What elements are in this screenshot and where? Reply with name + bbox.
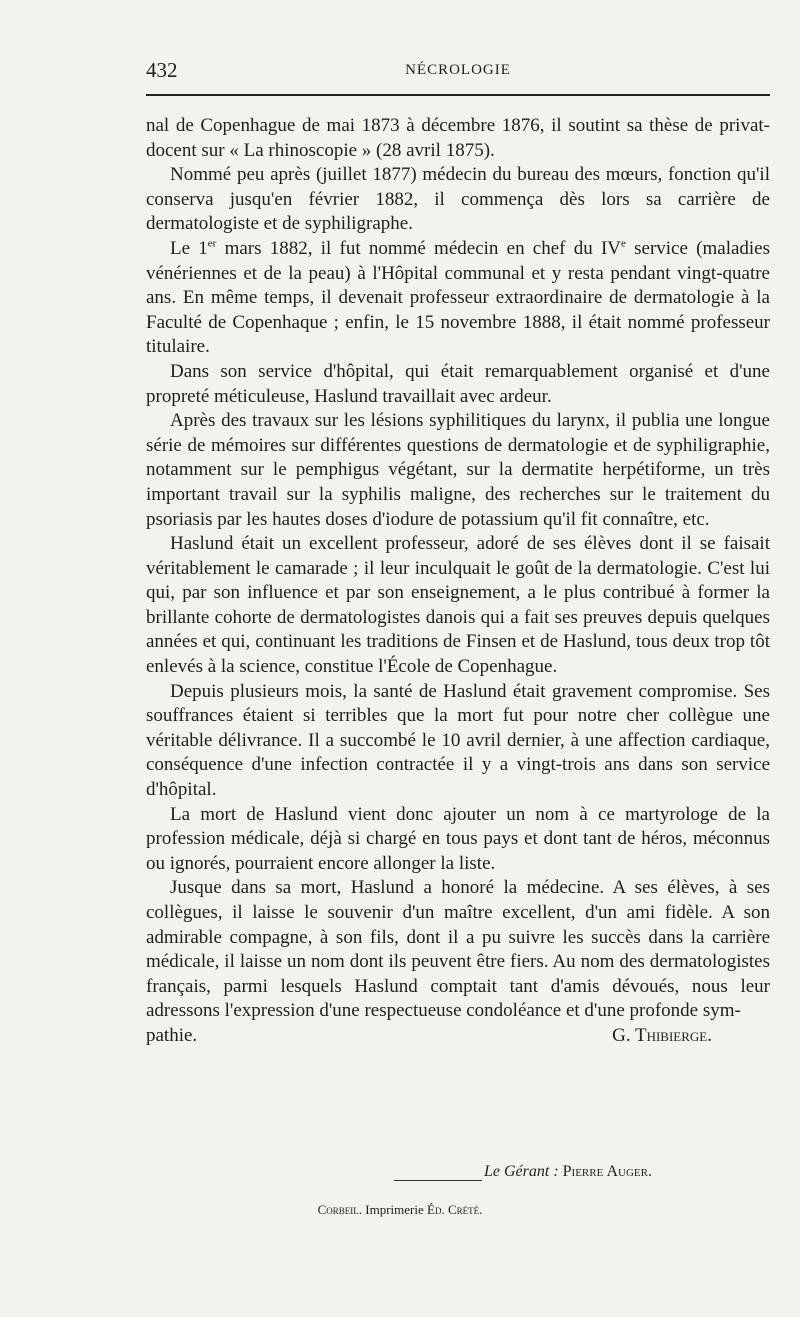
paragraph-3-end: service (maladies vénériennes et de la peau) à l'Hôpital communal et y resta pendant vingt-quatre ans. En même temps, il devenait professeur extraordinaire de dermatologie à la Faculté de Copenhaque ; enfin, le 15 novembre 1888, il était nommé professeur titulaire. — [146, 237, 771, 358]
article-body — [146, 114, 770, 1049]
signature: G. Thibierge. — [612, 1024, 712, 1046]
gerant-line — [484, 1163, 652, 1181]
paragraph-5: Après des travaux sur les lésions syphilitiques du larynx, il publia une longue série de mémoires sur différentes questions de dermatologie et de syphiligraphie, notamment sur le pemphigus végétant, sur la dermatite herpétiforme, un très important travail sur la syphilis maligne, des recherches sur le traitement du psoriasis par les hautes doses d'iodure de potassium qu'il fit connaître, etc. — [146, 410, 770, 530]
paragraph-1: nal de Copenhague de mai 1873 à décembre 1876, il soutint sa thèse de privat-docent sur « La rhinoscopie » (28 avril 1875). — [146, 115, 770, 161]
paragraph-9: Jusque dans sa mort, Haslund a honoré la médecine. A ses élèves, à ses collègues, il laisse le souvenir d'un maître excellent, d'un ami fidèle. A son admirable compagne, à son fils, dont il a pu suivre les succès dans la carrière médicale, il laisse un nom dont ils peuvent être fiers. Au nom des dermatologistes français, parmi lesquels Haslund comptait tant d'amis dévoués, nous leur adressons l'expression d'une respectueuse condoléance et d'une profonde sym- — [146, 877, 770, 1022]
page-header — [146, 58, 770, 84]
paragraph-3-mid: mars 1882, il fut nommé médecin en chef du IV — [224, 237, 621, 259]
page-number: 432 — [146, 58, 178, 82]
header-rule — [146, 94, 770, 96]
superscript-er: er — [207, 237, 217, 250]
paragraph-3 — [146, 237, 770, 360]
printer-line — [0, 1202, 800, 1218]
paragraph-7: Depuis plusieurs mois, la santé de Haslund était gravement compromise. Ses souffrances étaient si terribles que la mort fut pour notre cher collègue une véritable délivrance. Il a succombé le 10 avril dernier, à une affection cardiaque, conséquence d'une infection contractée il y a vingt-trois ans dans son service d'hôpital. — [146, 680, 770, 801]
superscript-e: e — [621, 237, 626, 250]
paragraph-4: Dans son service d'hôpital, qui était remarquablement organisé et d'une propreté méticuleuse, Haslund travaillait avec ardeur. — [146, 360, 770, 407]
gerant-name: Pierre Auger. — [562, 1163, 652, 1180]
gerant-label: Le Gérant : — [484, 1163, 559, 1180]
closing-line — [146, 1024, 770, 1049]
paragraph-3-start: Le 1 — [170, 237, 208, 259]
printer-name: Éd. Crété. — [427, 1202, 483, 1217]
printer-text: Imprimerie — [365, 1202, 424, 1217]
paragraph-6: Haslund était un excellent professeur, adoré de ses élèves dont il se faisait véritablement le camarade ; il leur inculquait le goût de la dermatologie. C'est lui qui, par son influence et par son enseignement, a le plus contribué à former la brillante cohorte de dermatologistes danois qui a fait ses preuves depuis quelques années et qui, continuant les traditions de Finsen et de Haslund, tous deux trop tôt enlevés à la science, constitue l'École de Copenhague. — [146, 533, 770, 678]
paragraph-8: La mort de Haslund vient donc ajouter un nom à ce martyrologe de la profession médicale, déjà si chargé en tous pays et dont tant de héros, méconnus ou ignorés, pourraient encore allonger la liste. — [146, 803, 770, 874]
closing-word: pathie. — [146, 1024, 198, 1046]
running-title: NÉCROLOGIE — [405, 62, 511, 78]
printer-city: Corbeil. — [317, 1202, 363, 1217]
footer-rule — [394, 1180, 482, 1181]
paragraph-2: Nommé peu après (juillet 1877) médecin du bureau des mœurs, fonction qu'il conserva jusqu'en février 1882, il commença dès lors sa carrière de dermatologiste et de syphiligraphe. — [146, 164, 770, 235]
